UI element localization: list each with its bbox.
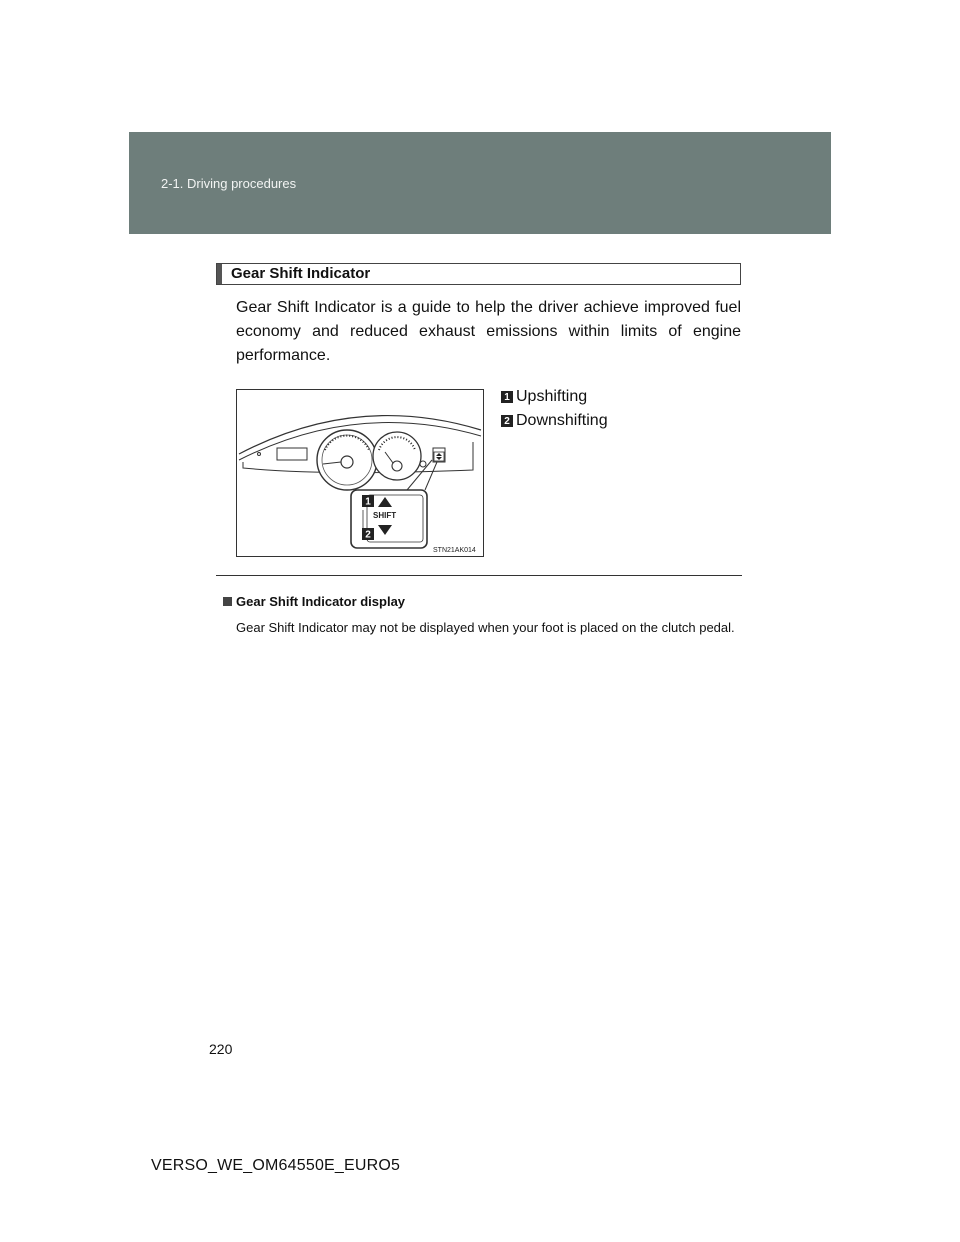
instrument-cluster-figure bbox=[236, 389, 484, 557]
page-number: 220 bbox=[209, 1041, 233, 1057]
callout-2-number: 2 bbox=[365, 529, 371, 541]
note-title: Gear Shift Indicator display bbox=[236, 594, 406, 609]
figure-code: STN21AK014 bbox=[433, 547, 476, 554]
legend-item-upshifting bbox=[501, 385, 608, 409]
note-heading bbox=[223, 594, 405, 609]
shift-label: SHIFT bbox=[373, 511, 397, 520]
legend-number-1: 1 bbox=[501, 391, 513, 403]
callout-1-number: 1 bbox=[365, 496, 371, 508]
bullet-square-icon bbox=[223, 597, 232, 606]
document-code: VERSO_WE_OM64550E_EURO5 bbox=[151, 1157, 401, 1174]
intro-paragraph: Gear Shift Indicator is a guide to help the driver achieve improved fuel economy and reduced exhaust emissions within limits of engine performance. bbox=[236, 299, 741, 364]
legend-number-2: 2 bbox=[501, 415, 513, 427]
section-heading bbox=[216, 263, 741, 285]
header-band bbox=[129, 132, 831, 234]
legend-label-downshifting: Downshifting bbox=[516, 412, 608, 429]
instrument-cluster-illustration bbox=[237, 390, 483, 556]
figure-legend bbox=[501, 385, 608, 433]
legend-item-downshifting bbox=[501, 409, 608, 433]
heading-accent-bar bbox=[217, 264, 222, 284]
section-title: Gear Shift Indicator bbox=[231, 265, 371, 282]
section-label: 2-1. Driving procedures bbox=[161, 176, 297, 191]
legend-label-upshifting: Upshifting bbox=[516, 388, 588, 405]
note-body: Gear Shift Indicator may not be displayed when your foot is placed on the clutch pedal. bbox=[236, 620, 735, 635]
section-divider bbox=[216, 575, 742, 576]
